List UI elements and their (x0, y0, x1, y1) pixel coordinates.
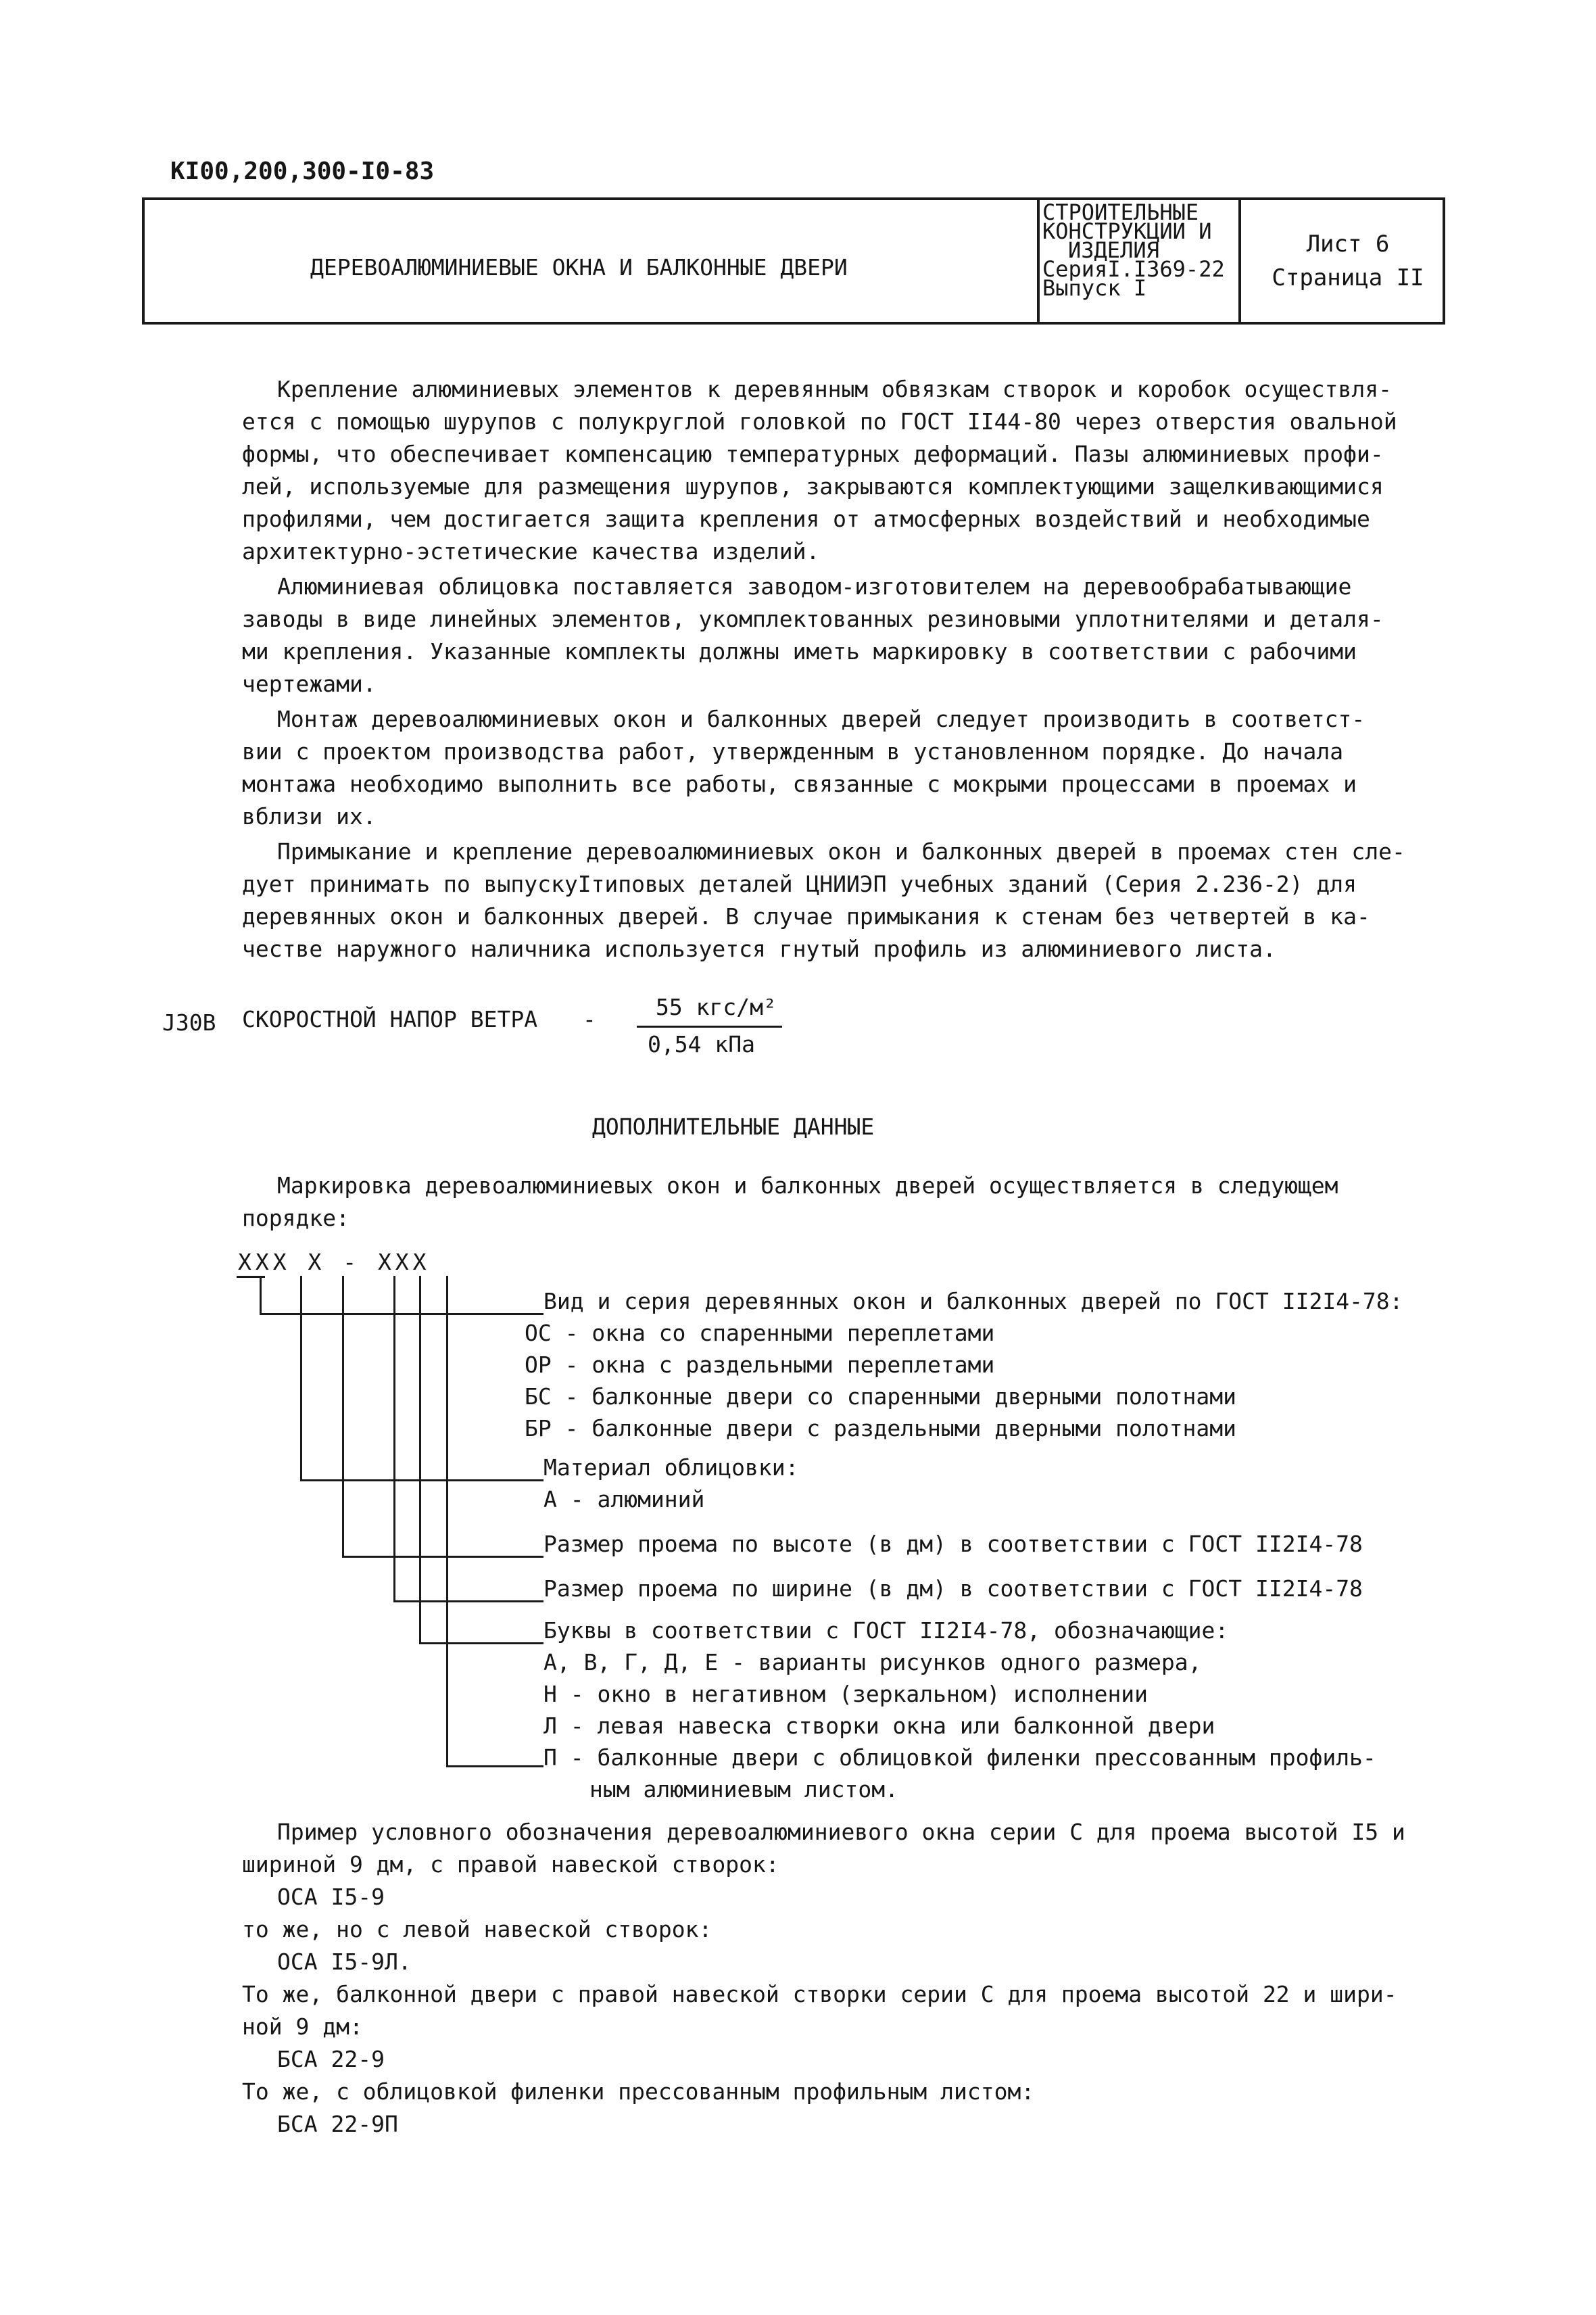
marking-pattern: ХХХ Х - ХХХ (238, 1249, 431, 1275)
text-line: заводы в виде линейных элементов, укомплектованных резиновыми уплотнителями и деталя- (242, 606, 1384, 632)
example-text: Пример условного обозначения деревоалюминиевого окна серии С для проема высотой I5 и (277, 1819, 1405, 1845)
connector-line (260, 1276, 262, 1315)
text-line: чертежами. (242, 671, 377, 697)
example-code: БСА 22-9П (277, 2111, 398, 2137)
wind-numerator: 55 кгс/м² (656, 994, 777, 1020)
paragraph-adjoining (242, 836, 1405, 965)
example-code: ОСА I5-9Л. (277, 1949, 412, 1975)
wind-denominator: 0,54 кПа (648, 1031, 755, 1057)
text-line: формы, что обеспечивает компенсацию температурных деформаций. Пазы алюминиевых профи- (242, 441, 1384, 467)
marking-line: ным алюминиевым листом. (589, 1776, 898, 1803)
series-line: Выпуск I (1042, 275, 1147, 301)
divider (1037, 200, 1040, 322)
document-title: ДЕРЕВОАЛЮМИНИЕВЫЕ ОКНА И БАЛКОННЫЕ ДВЕРИ (310, 254, 848, 281)
text-line: Алюминиевая облицовка поставляется заводом-изготовителем на деревообрабатывающие (277, 573, 1352, 600)
document-code: КI00,200,300-I0-83 (170, 158, 435, 185)
connector-line (393, 1600, 543, 1602)
text-line: лей, используемые для размещения шурупов, закрываются комплектующими защелкивающимися (242, 473, 1384, 500)
text-line: ми крепления. Указанные комплекты должны иметь маркировку в соответствии с рабочими (242, 638, 1357, 665)
marking-line: Материал облицовки: (543, 1454, 799, 1481)
series-line: СТРОИТЕЛЬНЫЕ (1042, 199, 1199, 225)
text-line: Маркировка деревоалюминиевых окон и балконных дверей осуществляется в следующем (277, 1172, 1338, 1199)
example-text: шириной 9 дм, с правой навеской створок: (242, 1851, 779, 1878)
text-line: честве наружного наличника используется гнутый профиль из алюминиевого листа. (242, 936, 1276, 962)
example-code: ОСА I5-9 (277, 1884, 385, 1910)
connector-line (342, 1556, 543, 1558)
marking-line: П - балконные двери с облицовкой филенки прессованным профиль- (543, 1744, 1376, 1771)
text-line: Крепление алюминиевых элементов к деревянным обвязкам створок и коробок осуществля- (277, 376, 1393, 402)
text-line: ется с помощью шурупов с полукруглой головкой по ГОСТ II44-80 через отверстия овальной (242, 408, 1397, 435)
text-line: дует принимать по выпускуIтиповых деталей ЦНИИЭП учебных зданий (Серия 2.236-2) для (242, 871, 1357, 897)
text-line: вии с проектом производства работ, утвержденным в установленном порядке. До начала (242, 738, 1344, 765)
connector-line (300, 1276, 302, 1481)
marking-intro (242, 1170, 1338, 1235)
section-heading: ДОПОЛНИТЕЛЬНЫЕ ДАННЫЕ (592, 1114, 875, 1140)
fraction-bar (637, 1026, 782, 1028)
series-info (1042, 199, 1225, 301)
series-line: СерияI.I369-22 (1042, 256, 1225, 282)
wind-dash: - (583, 1006, 596, 1032)
marking-line: Н - окно в негативном (зеркальном) исполнении (543, 1681, 1148, 1707)
example-text: То же, с облицовкой филенки прессованным профильным листом: (242, 2078, 1035, 2105)
sheet-info (1253, 227, 1443, 295)
connector-line (446, 1276, 448, 1767)
connector-line (446, 1765, 543, 1767)
marking-line: БР - балконные двери с раздельными дверными полотнами (525, 1415, 1236, 1441)
example-text: ной 9 дм: (242, 2013, 363, 2040)
series-line: ИЗДЕЛИЯ (1068, 237, 1159, 263)
example-text: то же, но с левой навеской створок: (242, 1916, 712, 1942)
paragraph-installation (242, 703, 1365, 833)
paragraph-cladding (242, 571, 1384, 700)
marking-line: БС - балконные двери со спаренными дверными полотнами (525, 1383, 1236, 1410)
text-line: профилями, чем достигается защита крепления от атмосферных воздействий и необходимые (242, 506, 1370, 532)
connector-line (393, 1276, 395, 1602)
marking-line: А, В, Г, Д, Е - варианты рисунков одного размера, (543, 1649, 1202, 1675)
title-block (142, 197, 1445, 325)
marking-line: Размер проема по высоте (в дм) в соответствии с ГОСТ II2I4-78 (543, 1531, 1363, 1557)
sheet-number: Лист 6 (1306, 231, 1390, 258)
connector-line (300, 1479, 543, 1481)
text-line: архитектурно-эстетические качества изделий. (242, 538, 820, 565)
marking-line: Вид и серия деревянных окон и балконных дверей по ГОСТ II2I4-78: (543, 1288, 1403, 1314)
connector-line (419, 1642, 543, 1644)
marking-line: ОС - окна со спаренными переплетами (525, 1320, 995, 1346)
text-line: деревянных окон и балконных дверей. В случае примыкания к стенам без четвертей в ка- (242, 903, 1370, 930)
marking-line: Размер проема по ширине (в дм) в соответствии с ГОСТ II2I4-78 (543, 1575, 1363, 1602)
text-line: Монтаж деревоалюминиевых окон и балконных дверей следует производить в соответст- (277, 706, 1365, 732)
connector-line (342, 1276, 344, 1558)
text-line: Примыкание и крепление деревоалюминиевых окон и балконных дверей в проемах стен сле- (277, 838, 1405, 865)
marking-line: Буквы в соответствии с ГОСТ II2I4-78, обозначающие: (543, 1617, 1229, 1644)
text-line: вблизи их. (242, 803, 377, 830)
text-line: порядке: (242, 1205, 349, 1231)
paragraph-mounting (242, 373, 1397, 568)
marking-line: Л - левая навеска створки окна или балконной двери (543, 1713, 1215, 1739)
marking-line: ОР - окна с раздельными переплетами (525, 1352, 995, 1378)
connector-line (260, 1313, 543, 1315)
divider (1238, 200, 1241, 322)
wind-zone: J30B (162, 1009, 216, 1036)
series-line: КОНСТРУКЦИИ И (1042, 218, 1212, 244)
text-line: монтажа необходимо выполнить все работы, связанные с мокрыми процессами в проемах и (242, 771, 1357, 797)
connector-line (419, 1276, 421, 1644)
marking-line: А - алюминий (543, 1486, 705, 1512)
example-code: БСА 22-9 (277, 2046, 385, 2072)
page-number: Страница II (1272, 264, 1424, 291)
example-text: То же, балконной двери с правой навеской створки серии С для проема высотой 22 и шири- (242, 1981, 1397, 2007)
wind-label: СКОРОСТНОЙ НАПОР ВЕТРА (242, 1006, 538, 1032)
